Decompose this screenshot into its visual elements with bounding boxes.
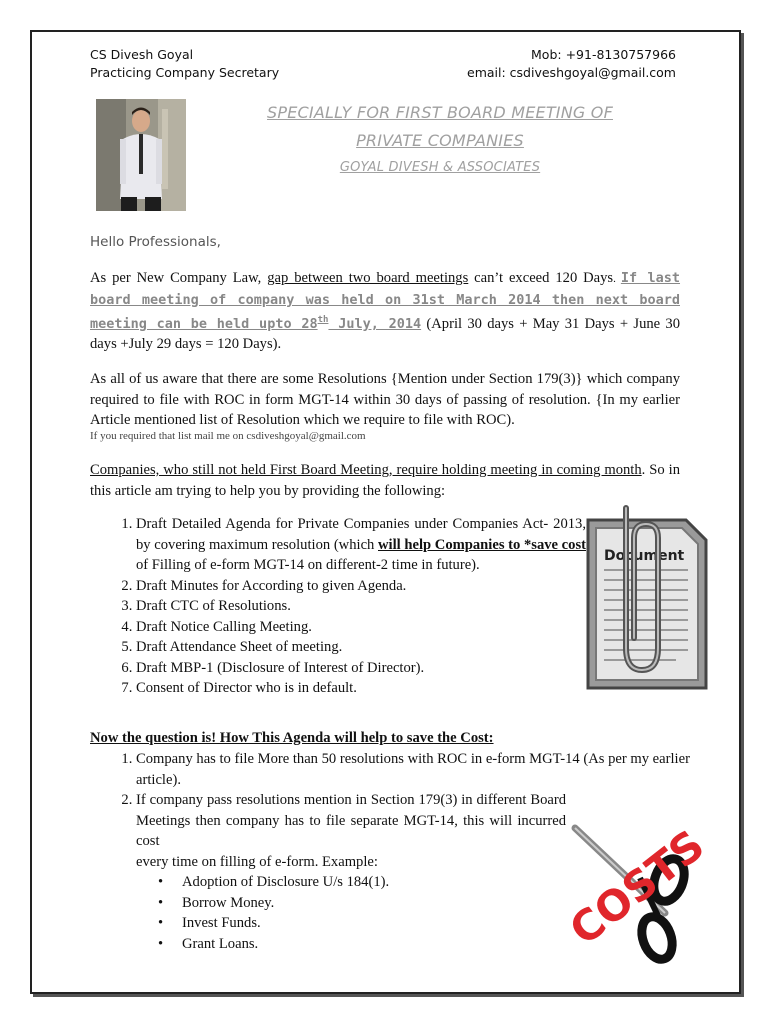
list-item: 6. Draft MBP-1 (Disclosure of Interest of Director). <box>136 658 586 679</box>
agenda-list <box>90 514 586 699</box>
list-item: • Invest Funds. <box>158 913 726 934</box>
author-name: CS Divesh Goyal <box>90 47 194 62</box>
author-role: Practicing Company Secretary <box>90 65 280 80</box>
reason-2-text: 2. If company pass resolutions mention in Section 179(3) in different Board Meetings then company has to file separate MGT-14, this will incurred cost <box>136 792 566 849</box>
list-item: 3. Draft CTC of Resolutions. <box>136 596 586 617</box>
p1-highlight: If last board meeting of company was held on 31st March 2014 then next board meeting can be held upto 28 <box>90 270 681 332</box>
greeting: Hello Professionals, <box>90 234 221 250</box>
title-line-1: SPECIALLY FOR FIRST BOARD MEETING OF <box>267 103 613 122</box>
paragraph-board-gap <box>90 268 680 355</box>
agenda-1-tail: of Filling of e-form MGT-14 on different-2 time in future). <box>136 557 480 573</box>
list-item: 1. Company has to file More than 50 resolutions with ROC in e-form MGT-14 (As per my earlier article). <box>136 749 726 790</box>
agenda-1-text: Draft Detailed Agenda for Private Companies under Companies Act- 2013, by covering maximum resolution (which <box>136 516 586 553</box>
document-clip-icon <box>566 498 726 704</box>
list-item: 7. Consent of Director who is in default. <box>136 678 586 699</box>
list-item: 5. Draft Attendance Sheet of meeting. <box>136 637 586 658</box>
email-address: email: csdiveshgoyal@gmail.com <box>467 65 676 80</box>
costs-label: COSTS <box>560 820 705 955</box>
list-item: • Borrow Money. <box>158 893 726 914</box>
p1-gap-phrase: gap between two board meetings <box>267 270 469 286</box>
p1-text-a: As per New Company Law, <box>90 270 268 286</box>
firm-name: GOYAL DIVESH & ASSOCIATES <box>339 160 541 175</box>
doc-icon-label: Document <box>604 548 685 564</box>
title-line-2: PRIVATE COMPANIES <box>356 131 524 150</box>
p1-text-d: . <box>613 273 621 285</box>
question-heading: Now the question is! How This Agenda will help to save the Cost: <box>90 730 494 746</box>
paragraph-companies <box>90 460 680 501</box>
p4-underlined: Companies, who still not held First Board Meeting, require holding meeting in coming month <box>90 462 642 478</box>
list-item <box>136 514 586 576</box>
costs-scissors-icon <box>545 818 705 968</box>
p4-text: . So in this article am trying to help you by providing the following: <box>90 462 681 499</box>
list-item: 2. Draft Minutes for According to given Agenda. <box>136 576 586 597</box>
paragraph-mail-request: If you required that list mail me on csdiveshgoyal@gmail.com <box>90 430 366 442</box>
agenda-1-bold: will help Companies to *save cost <box>378 536 586 553</box>
paragraph-resolutions: As all of us aware that there are some Resolutions {Mention under Section 179(3)} which company required to file with ROC in form MGT-14 within 30 days of passing of resolution. {In my earlier Article mentioned list of Resolution which we require to file with ROC). <box>90 371 680 428</box>
list-item: • Adoption of Disclosure U/s 184(1). <box>158 872 726 893</box>
list-item: • Grant Loans. <box>158 934 726 955</box>
list-item: 4. Draft Notice Calling Meeting. <box>136 617 586 638</box>
p1-highlight-date: July, 2014 <box>328 315 422 332</box>
author-photo <box>96 99 186 211</box>
p1-sup: th <box>317 315 329 325</box>
p1-text-c: can’t exceed 120 Days <box>468 270 614 286</box>
header-right <box>466 46 676 82</box>
p1-text-g: (April 30 days + May 31 Days + June 30 days +July 29 days = 120 Days). <box>90 315 681 353</box>
mobile-number: Mob: +91-8130757966 <box>531 47 676 62</box>
reason-2-tail: every time on filling of e-form. Example: <box>136 853 378 870</box>
header-left <box>90 46 279 82</box>
